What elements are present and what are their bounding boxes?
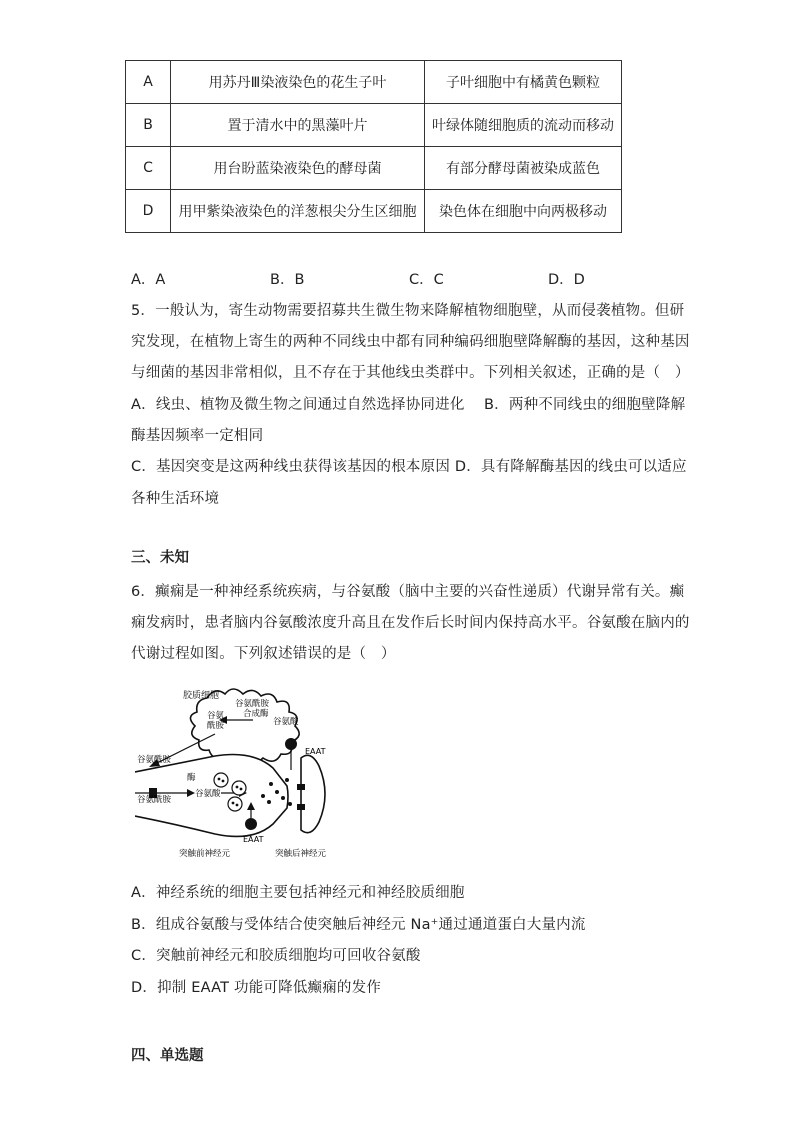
q6-line: 6．癫痫是一种神经系统疾病，与谷氨酸（脑中主要的兴奋性递质）代谢异常有关。癫 (131, 584, 685, 600)
q5-line: A．线虫、植物及微生物之间通过自然选择协同进化 B．两种不同线虫的细胞壁降解 (131, 397, 686, 413)
q5-line: 5．一般认为，寄生动物需要招募共生微生物来降解植物细胞壁，从而侵袭植物。但研 (131, 303, 685, 319)
label-synthase-1: 谷氨酰胺 (235, 699, 270, 709)
options-table (125, 60, 622, 233)
label-glutamine-axon: 谷氨酰胺 (137, 795, 172, 805)
option-cell: A (126, 61, 171, 104)
label-glutamate-axon: 谷氨酸 (195, 789, 221, 799)
q5-line: C．基因突变是这两种线虫获得该基因的根本原因 D．具有降解酶基因的线虫可以适应 (131, 459, 687, 475)
option-cell: D (126, 190, 171, 233)
q6-option-b: B．组成谷氨酸与受体结合使突触后神经元 Na⁺通过通道蛋白大量内流 (131, 917, 586, 933)
q5-line: 与细菌的基因非常相似，且不存在于其他线虫类群中。下列相关叙述，正确的是（ ） (131, 365, 690, 381)
section-heading: 四、单选题 (131, 1048, 204, 1064)
q6-line: 代谢过程如图。下列叙述错误的是（ ） (131, 646, 396, 662)
q6-option-a: A．神经系统的细胞主要包括神经元和神经胶质细胞 (131, 885, 465, 901)
label-glutamate-glia: 谷氨酸 (273, 717, 299, 727)
material-cell: 用甲紫染液染色的洋葱根尖分生区细胞 (171, 190, 425, 233)
material-cell: 用台盼蓝染液染色的酵母菌 (171, 147, 425, 190)
postsynaptic-neuron-shape (301, 755, 325, 832)
label-pre-neuron: 突触前神经元 (179, 849, 231, 859)
label-glutamine-inner-1: 谷氨 (207, 711, 225, 721)
label-eaat-top: EAAT (305, 747, 326, 756)
label-post-neuron: 突触后神经元 (275, 849, 327, 859)
q6-option-d: D．抑制 EAAT 功能可降低癫痫的发作 (131, 980, 382, 996)
q5-line: 各种生活环境 (131, 491, 220, 507)
label-glutamine-inner-2: 酰胺 (207, 721, 225, 731)
choice-a: A．A (131, 272, 166, 288)
option-cell: B (126, 104, 171, 147)
table-row (126, 61, 622, 104)
label-enzyme: 酶 (187, 773, 196, 783)
table-row (126, 104, 622, 147)
option-cell: C (126, 147, 171, 190)
result-cell: 子叶细胞中有橘黄色颗粒 (425, 61, 622, 104)
q6-line: 痫发病时，患者脑内谷氨酸浓度升高且在发作后长时间内保持高水平。谷氨酸在脑内的 (131, 615, 690, 631)
result-cell: 叶绿体随细胞质的流动而移动 (425, 104, 622, 147)
label-eaat-bottom: EAAT (243, 835, 264, 844)
glutamate-metabolism-figure (135, 684, 335, 860)
q5-line: 究发现，在植物上寄生的两种不同线虫中都有同种编码细胞壁降解酶的基因，这种基因 (131, 334, 690, 350)
label-glia: 胶质细胞 (183, 691, 220, 701)
result-cell: 有部分酵母菌被染成蓝色 (425, 147, 622, 190)
result-cell: 染色体在细胞中向两极移动 (425, 190, 622, 233)
material-cell: 用苏丹Ⅲ染液染色的花生子叶 (171, 61, 425, 104)
q5-line: 酶基因频率一定相同 (131, 428, 264, 444)
choice-d: D．D (548, 272, 585, 288)
label-glutamine-left: 谷氨酰胺 (137, 755, 172, 765)
material-cell: 置于清水中的黑藻叶片 (171, 104, 425, 147)
q6-option-c: C．突触前神经元和胶质细胞均可回收谷氨酸 (131, 948, 421, 964)
label-synthase-2: 合成酶 (243, 709, 269, 719)
choice-b: B．B (270, 272, 305, 288)
table-row (126, 190, 622, 233)
table-row (126, 147, 622, 190)
choice-c: C．C (409, 272, 444, 288)
section-heading: 三、未知 (131, 550, 189, 566)
